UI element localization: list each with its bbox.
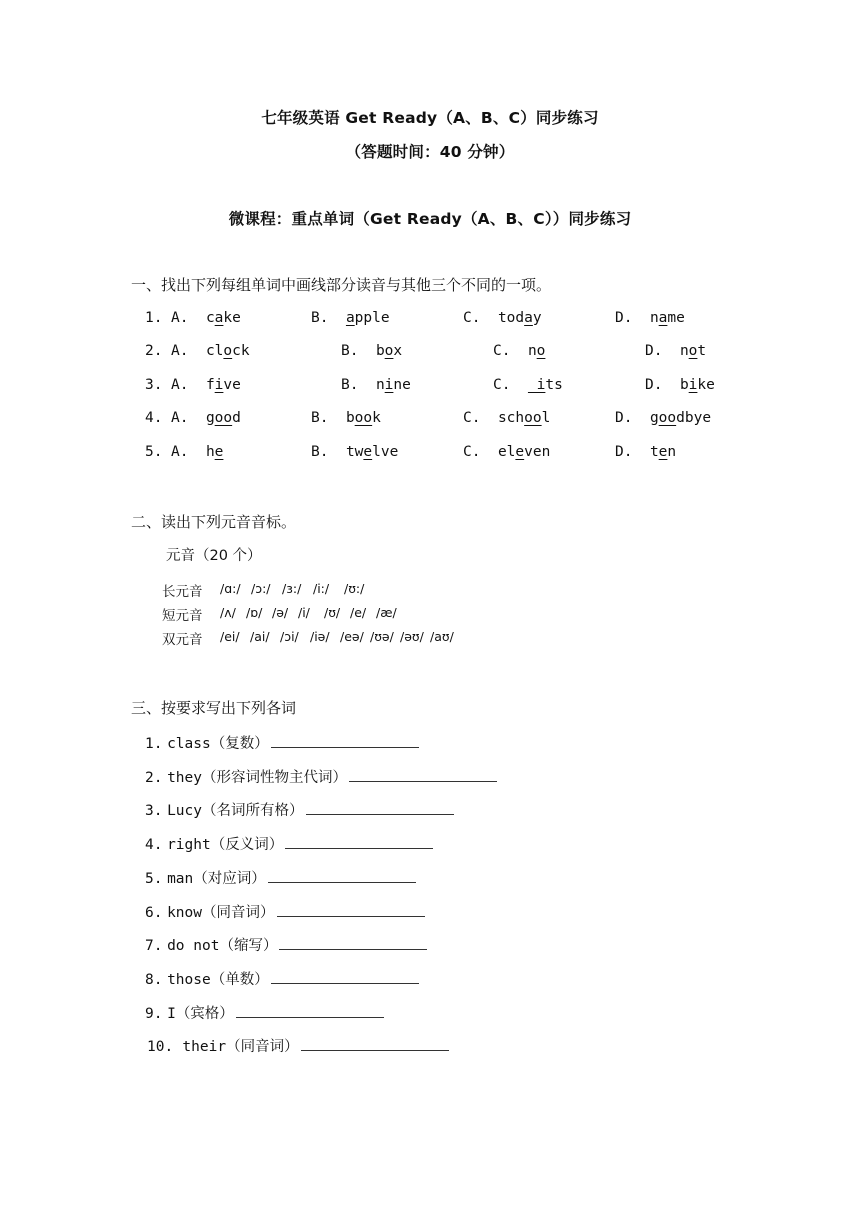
option-letter: D. bbox=[645, 377, 663, 393]
question-number: 5. bbox=[145, 444, 163, 460]
word-part: n bbox=[667, 444, 677, 460]
question-number: 1. bbox=[145, 736, 163, 752]
choice-option bbox=[615, 310, 685, 326]
underlined-letters: o bbox=[384, 343, 394, 359]
choice-option bbox=[341, 377, 411, 393]
target-word: do not bbox=[167, 938, 220, 955]
option-letter: A. bbox=[171, 410, 189, 426]
requirement-note: （同音词） bbox=[202, 904, 275, 921]
target-word: those bbox=[167, 971, 211, 988]
choice-option bbox=[171, 343, 250, 359]
word-part: sch bbox=[497, 410, 525, 426]
underlined-letters: i bbox=[688, 377, 698, 393]
section2-title: 二、读出下列元音音标。 bbox=[131, 513, 297, 531]
phonetic-symbol: /aʊ/ bbox=[430, 629, 454, 644]
word-part: b bbox=[679, 377, 689, 393]
target-word: know bbox=[167, 904, 202, 921]
underlined-letters: e bbox=[363, 444, 373, 460]
answer-blank[interactable] bbox=[306, 800, 454, 815]
requirement-note: （单数） bbox=[210, 971, 269, 988]
word-part: d bbox=[232, 410, 241, 426]
underlined-letters: o bbox=[223, 343, 233, 359]
answer-blank[interactable] bbox=[349, 767, 497, 782]
underlined-letters: o bbox=[536, 343, 546, 359]
target-word: class bbox=[167, 736, 211, 752]
phonetic-symbol: /əʊ/ bbox=[400, 629, 424, 644]
underlined-letters: e bbox=[214, 444, 224, 460]
fill-in-question bbox=[145, 833, 433, 854]
target-word: their bbox=[182, 1039, 227, 1056]
option-letter: D. bbox=[615, 310, 633, 326]
question-number: 2. bbox=[145, 769, 163, 786]
phonetic-symbol: /ʊ/ bbox=[324, 605, 341, 620]
choice-option bbox=[171, 410, 241, 426]
question-number: 1. bbox=[145, 310, 163, 326]
underlined-letters: i bbox=[384, 377, 394, 393]
word-part: f bbox=[205, 377, 215, 393]
phonetic-symbol: /ai/ bbox=[250, 629, 270, 644]
option-letter: C. bbox=[493, 377, 511, 393]
word-part: l bbox=[541, 410, 551, 426]
underlined-letters: i bbox=[527, 377, 546, 393]
phonetic-symbol: /i/ bbox=[298, 605, 310, 620]
word-part: k bbox=[372, 410, 381, 426]
vowel-category-label: 长元音 bbox=[162, 584, 203, 600]
requirement-note: （名词所有格） bbox=[202, 803, 304, 820]
option-letter: C. bbox=[463, 310, 481, 326]
word-part: tod bbox=[497, 310, 525, 326]
phonetic-symbol: /ɔi/ bbox=[280, 629, 299, 644]
fill-in-question bbox=[145, 934, 427, 955]
fill-in-question bbox=[145, 766, 497, 787]
answer-blank[interactable] bbox=[236, 1003, 384, 1018]
word-part: n bbox=[649, 310, 659, 326]
page-title: 七年级英语 Get Ready（A、B、C）同步练习 bbox=[261, 109, 599, 127]
answer-blank[interactable] bbox=[301, 1036, 449, 1051]
underlined-letters: i bbox=[214, 377, 224, 393]
target-word: I bbox=[167, 1005, 176, 1022]
phonetic-symbol: /ɜ:/ bbox=[282, 581, 302, 596]
section1-title: 一、找出下列每组单词中画线部分读音与其他三个不同的一项。 bbox=[131, 276, 552, 294]
choice-option bbox=[463, 410, 550, 426]
option-letter: A. bbox=[171, 343, 189, 359]
fill-in-question bbox=[145, 968, 419, 989]
question-number: 2. bbox=[145, 343, 163, 359]
option-letter: D. bbox=[615, 444, 633, 460]
word-part: ke bbox=[223, 310, 241, 326]
choice-option bbox=[463, 444, 550, 460]
target-word: right bbox=[167, 837, 211, 854]
choice-option bbox=[311, 444, 398, 460]
vowel-count-label: 元音（20 个） bbox=[166, 548, 262, 564]
choice-option bbox=[615, 444, 676, 460]
choice-option bbox=[645, 377, 715, 393]
choice-option bbox=[171, 444, 223, 460]
phonetic-symbol: /ə/ bbox=[272, 605, 289, 620]
word-part: ck bbox=[232, 343, 250, 359]
section3-title: 三、按要求写出下列各词 bbox=[131, 699, 297, 717]
word-part: ven bbox=[524, 444, 551, 460]
choice-option bbox=[311, 410, 381, 426]
word-part: ve bbox=[223, 377, 241, 393]
word-part: n bbox=[527, 343, 537, 359]
requirement-note: （反义词） bbox=[210, 837, 284, 854]
word-part: cl bbox=[205, 343, 224, 359]
word-part: tw bbox=[345, 444, 364, 460]
requirement-note: （形容词性物主代词） bbox=[202, 769, 347, 786]
word-part: ne bbox=[393, 377, 411, 393]
phonetic-symbol: /æ/ bbox=[376, 605, 397, 620]
choice-option bbox=[171, 377, 241, 393]
answer-blank[interactable] bbox=[271, 969, 419, 984]
fill-in-question bbox=[145, 901, 425, 922]
answer-blank[interactable] bbox=[268, 868, 416, 883]
phonetic-symbol: /ei/ bbox=[220, 629, 240, 644]
word-part: g bbox=[205, 410, 215, 426]
question-number: 5. bbox=[145, 870, 163, 887]
requirement-note: （缩写） bbox=[219, 938, 278, 955]
word-part: h bbox=[205, 444, 215, 460]
question-number: 7. bbox=[145, 938, 163, 955]
question-number: 10. bbox=[147, 1039, 174, 1056]
vowel-category-label: 短元音 bbox=[162, 608, 203, 624]
underlined-letters: e bbox=[658, 444, 668, 460]
underlined-letters: oo bbox=[214, 410, 233, 426]
underlined-letters: a bbox=[345, 310, 355, 326]
underlined-letters: oo bbox=[658, 410, 677, 426]
option-letter: A. bbox=[171, 377, 189, 393]
option-letter: B. bbox=[311, 310, 329, 326]
word-part: b bbox=[345, 410, 355, 426]
word-part: x bbox=[393, 343, 403, 359]
fill-in-question bbox=[145, 732, 419, 753]
requirement-note: （同音词） bbox=[226, 1039, 299, 1056]
underlined-letters: a bbox=[214, 310, 224, 326]
underlined-letters: e bbox=[515, 444, 525, 460]
phonetic-symbol: /e/ bbox=[350, 605, 367, 620]
word-part: t bbox=[697, 343, 707, 359]
underlined-letters: oo bbox=[354, 410, 373, 426]
answer-blank[interactable] bbox=[277, 902, 425, 917]
choice-option bbox=[493, 343, 545, 359]
choice-option bbox=[171, 310, 241, 326]
fill-in-question bbox=[147, 1035, 449, 1056]
word-part: g bbox=[649, 410, 659, 426]
choice-option bbox=[645, 343, 706, 359]
question-number: 6. bbox=[145, 904, 163, 921]
choice-option bbox=[463, 310, 542, 326]
word-part: b bbox=[375, 343, 385, 359]
answer-blank[interactable] bbox=[271, 733, 419, 748]
answer-blank[interactable] bbox=[279, 935, 427, 950]
question-number: 9. bbox=[145, 1005, 163, 1022]
phonetic-symbol: /ʊ:/ bbox=[344, 581, 365, 596]
option-letter: A. bbox=[171, 444, 189, 460]
fill-in-question bbox=[145, 867, 416, 888]
word-part: ts bbox=[545, 377, 563, 393]
word-part: lve bbox=[372, 444, 399, 460]
question-number: 8. bbox=[145, 971, 163, 988]
question-number: 4. bbox=[145, 410, 163, 426]
phonetic-symbol: /ɔ:/ bbox=[251, 581, 271, 596]
option-letter: A. bbox=[171, 310, 189, 326]
underlined-letters: a bbox=[658, 310, 668, 326]
phonetic-symbol: /ʊə/ bbox=[370, 629, 394, 644]
word-part: n bbox=[375, 377, 385, 393]
phonetic-symbol: /ʌ/ bbox=[220, 605, 236, 620]
question-number: 3. bbox=[145, 803, 163, 820]
target-word: they bbox=[167, 769, 202, 786]
requirement-note: （复数） bbox=[210, 736, 269, 752]
phonetic-symbol: /i:/ bbox=[313, 581, 330, 596]
word-part: el bbox=[497, 444, 516, 460]
word-part: dbye bbox=[676, 410, 712, 426]
target-word: man bbox=[167, 870, 194, 887]
target-word: Lucy bbox=[167, 803, 202, 820]
fill-in-question bbox=[145, 1002, 384, 1023]
word-part: ke bbox=[697, 377, 715, 393]
word-part: y bbox=[532, 310, 542, 326]
underlined-letters: o bbox=[688, 343, 698, 359]
fill-in-question bbox=[145, 799, 454, 820]
vowel-category-label: 双元音 bbox=[162, 632, 203, 648]
option-letter: B. bbox=[341, 343, 359, 359]
option-letter: C. bbox=[463, 410, 481, 426]
answer-blank[interactable] bbox=[285, 834, 433, 849]
requirement-note: （对应词） bbox=[193, 870, 266, 887]
phonetic-symbol: /ɑ:/ bbox=[220, 581, 241, 596]
choice-option bbox=[341, 343, 402, 359]
option-letter: B. bbox=[311, 410, 329, 426]
option-letter: D. bbox=[615, 410, 633, 426]
word-part: pple bbox=[354, 310, 390, 326]
option-letter: D. bbox=[645, 343, 663, 359]
phonetic-symbol: /iə/ bbox=[310, 629, 330, 644]
choice-option bbox=[311, 310, 390, 326]
option-letter: B. bbox=[341, 377, 359, 393]
choice-option bbox=[615, 410, 711, 426]
question-number: 3. bbox=[145, 377, 163, 393]
phonetic-symbol: /ɒ/ bbox=[246, 605, 263, 620]
word-part: c bbox=[205, 310, 215, 326]
underlined-letters: oo bbox=[524, 410, 542, 426]
underlined-letters: a bbox=[524, 310, 533, 326]
option-letter: B. bbox=[311, 444, 329, 460]
option-letter: C. bbox=[493, 343, 511, 359]
question-number: 4. bbox=[145, 837, 163, 854]
requirement-note: （宾格） bbox=[175, 1005, 234, 1022]
phonetic-symbol: /eə/ bbox=[340, 629, 364, 644]
choice-option bbox=[493, 377, 563, 393]
course-title: 微课程：重点单词（Get Ready（A、B、C））同步练习 bbox=[228, 210, 632, 228]
word-part: n bbox=[679, 343, 689, 359]
word-part: t bbox=[649, 444, 659, 460]
answer-time: （答题时间：40 分钟） bbox=[345, 143, 515, 161]
word-part: me bbox=[667, 310, 685, 326]
option-letter: C. bbox=[463, 444, 481, 460]
